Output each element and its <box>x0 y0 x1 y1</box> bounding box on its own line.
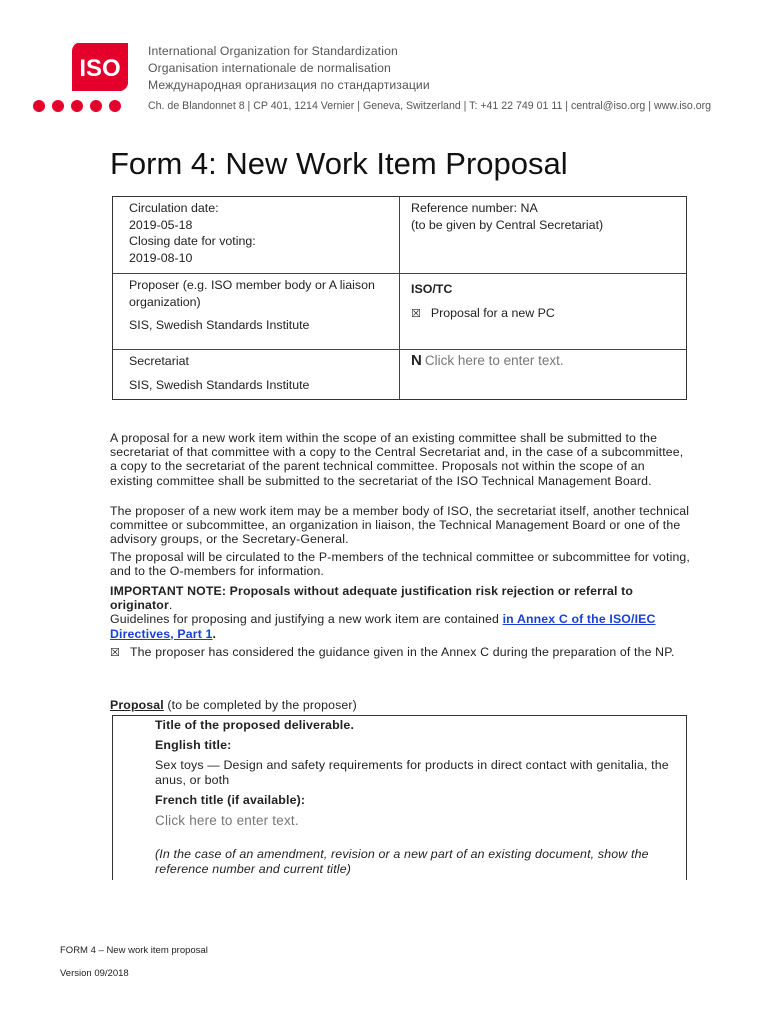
brand-dot <box>52 100 64 112</box>
proposal-heading: Proposal <box>110 698 164 712</box>
closing-date-label: Closing date for voting: <box>129 234 256 248</box>
circulation-date-value[interactable]: 2019-05-18 <box>129 217 193 232</box>
checkbox-checked-icon[interactable]: ☒ <box>110 646 121 659</box>
iso-logo <box>72 43 128 91</box>
page-title: Form 4: New Work Item Proposal <box>110 146 568 181</box>
n-number-input[interactable]: Click here to enter text. <box>424 353 564 368</box>
brand-dot <box>33 100 45 112</box>
proposal-heading-note: (to be completed by the proposer) <box>163 698 357 712</box>
proposer-paragraph: The proposer of a new work item may be a member body of ISO, the secretariat itself, another technical committee or subcommittee, an organization in liaison, the Technical Management Board or one of the advisory groups, or the Secretary-General. <box>110 504 690 547</box>
proposer-label: Proposer (e.g. ISO member body or A liaison organization) <box>129 278 375 309</box>
brand-dots <box>33 100 121 112</box>
french-title-label: French title (if available): <box>155 793 306 807</box>
dates-cell <box>113 197 400 273</box>
reference-note: (to be given by Central Secretariat) <box>411 217 604 232</box>
important-note-block: IMPORTANT NOTE: Proposals without adequate justification risk rejection or referral to originator. Guidelines for proposing and justifying a new work item are contained in Annex C of the ISO/IEC Directives, Part 1. <box>110 584 656 641</box>
proposal-type-label: Proposal for a new PC <box>430 305 555 320</box>
circulation-paragraph: The proposal will be circulated to the P-members of the technical committee or subcommittee for voting, and to the O-members for information. <box>110 550 690 579</box>
n-number-row <box>411 353 678 370</box>
proposal-heading-row <box>110 698 690 712</box>
annex-c-link[interactable]: in Annex C of the ISO/IEC Directives, Part 1 <box>110 612 656 641</box>
proposal-content <box>155 718 675 877</box>
circulation-date-label: Circulation date: <box>129 201 219 215</box>
guidelines-text: Guidelines for proposing and justifying a new work item are contained <box>110 612 503 627</box>
org-name-russian: Международная организация по стандартизации <box>148 78 430 92</box>
form-header-table <box>112 196 687 400</box>
important-note: IMPORTANT NOTE: Proposals without adequate justification risk rejection or referral to originator <box>110 584 634 613</box>
proposer-cell <box>113 273 400 349</box>
brand-dot <box>71 100 83 112</box>
guidance-text: The proposer has considered the guidance given in the Annex C during the preparation of the NP. <box>130 645 675 659</box>
reference-cell <box>400 197 686 273</box>
secretariat-label: Secretariat <box>129 354 189 368</box>
brand-dot <box>109 100 121 112</box>
checkbox-checked-icon[interactable]: ☒ <box>411 306 421 320</box>
submission-paragraph: A proposal for a new work item within the scope of an existing committee shall be submitted to the secretariat of that committee with a copy to the Central Secretariat and, in the case of a subcommittee, a copy to the secretariat of the parent technical committee. Proposals not within the scope of an existing committee shall be submitted to the secretariat of the ISO Technical Management Board. <box>110 431 684 488</box>
guidance-row <box>110 645 690 660</box>
brand-dot <box>90 100 102 112</box>
org-name-french: Organisation internationale de normalisation <box>148 61 391 75</box>
amendment-note: (In the case of an amendment, revision or a new part of an existing document, show the reference number and current title) <box>155 847 649 876</box>
english-title-label: English title: <box>155 738 232 752</box>
iso-logo-graphic <box>72 43 128 91</box>
closing-date-value[interactable]: 2019-08-10 <box>129 250 193 265</box>
committee-label: ISO/TC <box>411 282 453 296</box>
reference-number: Reference number: NA <box>411 201 538 215</box>
english-title-value[interactable]: Sex toys — Design and safety requirements for products in direct contact with genitalia, the anus, or both <box>155 758 669 787</box>
org-contact-line: Ch. de Blandonnet 8 | CP 401, 1214 Vernier | Geneva, Switzerland | T: +41 22 749 01 11 | central@iso.org | www.iso.org <box>148 100 712 112</box>
n-number-label: N <box>411 352 422 369</box>
french-title-input[interactable]: Click here to enter text. <box>155 813 299 828</box>
proposal-type-row <box>411 305 678 323</box>
secretariat-value[interactable]: SIS, Swedish Standards Institute <box>129 377 310 392</box>
iso-logo-text: ISO <box>79 55 121 82</box>
n-number-cell <box>400 349 686 399</box>
footer-form-name: FORM 4 – New work item proposal <box>60 945 208 956</box>
footer-version: Version 09/2018 <box>60 968 129 979</box>
org-name-english: International Organization for Standardization <box>148 44 398 58</box>
proposer-value[interactable]: SIS, Swedish Standards Institute <box>129 318 310 332</box>
secretariat-cell <box>113 349 400 399</box>
committee-cell <box>400 273 686 349</box>
proposal-box <box>112 715 687 880</box>
deliverable-title-label: Title of the proposed deliverable. <box>155 718 355 732</box>
